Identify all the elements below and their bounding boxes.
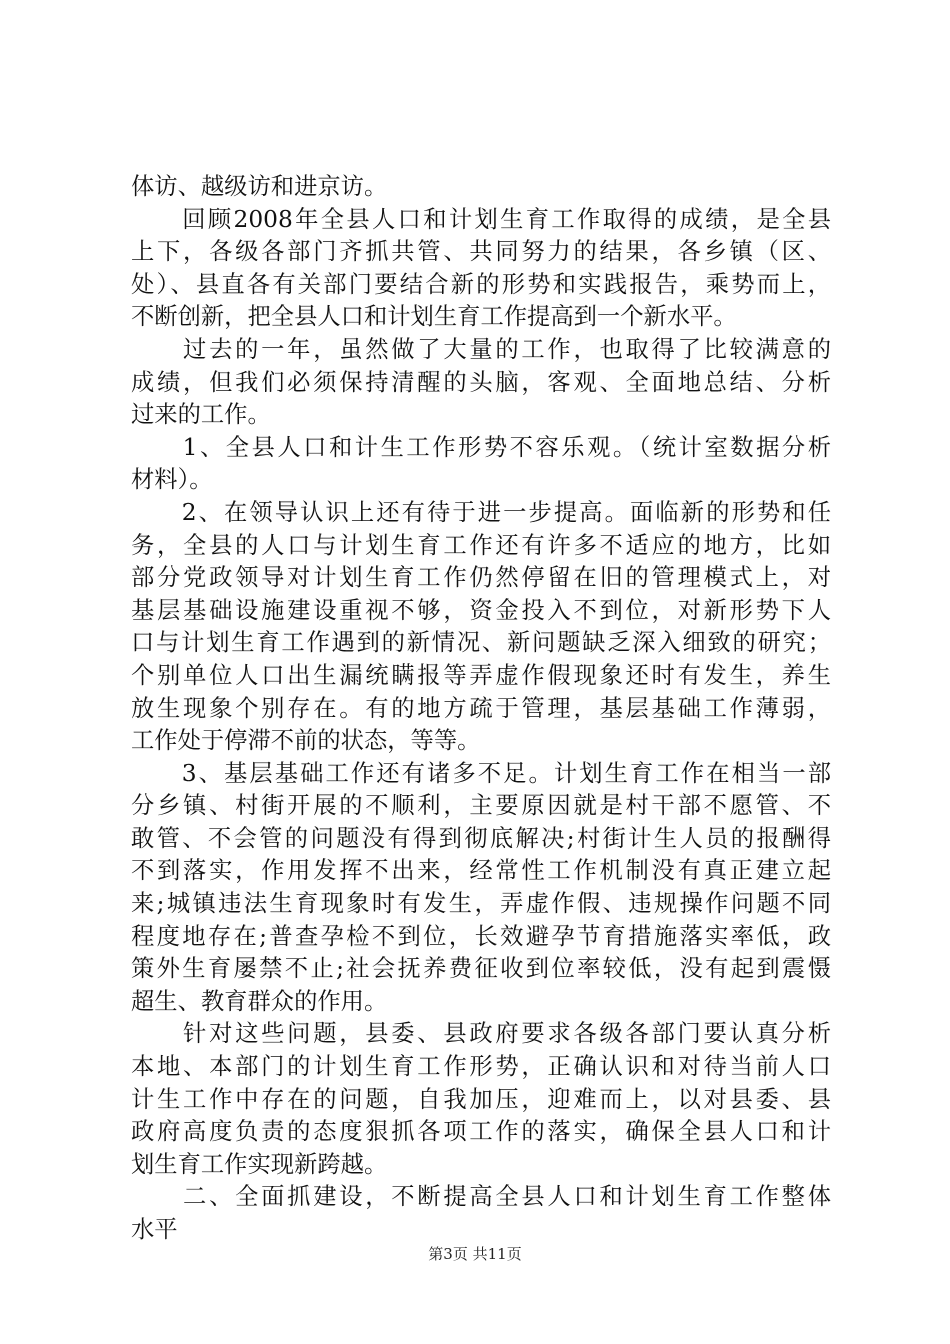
text-line: 务，全县的人口与计划生育工作还有许多不适应的地方，比如 bbox=[131, 531, 831, 559]
text-line: 处）、县直各有关部门要结合新的形势和实践报告，乘势而上， bbox=[131, 270, 831, 298]
text-line: 程度地存在;普查孕检不到位，长效避孕节育措施落实率低，政 bbox=[131, 922, 831, 950]
text-line: 材料）。 bbox=[131, 466, 213, 494]
text-line: 超生、教育群众的作用。 bbox=[131, 987, 388, 1015]
text-line: 本地、本部门的计划生育工作形势，正确认识和对待当前人口 bbox=[131, 1053, 831, 1081]
text-line: 成绩，但我们必须保持清醒的头脑，客观、全面地总结、分析 bbox=[131, 368, 831, 396]
text-line: 二、全面抓建设，不断提高全县人口和计划生育工作整体 bbox=[131, 1183, 831, 1211]
text-line: 放生现象个别存在。有的地方疏于管理，基层基础工作薄弱， bbox=[131, 694, 831, 722]
text-line: 基层基础设施建设重视不够，资金投入不到位，对新形势下人 bbox=[131, 596, 831, 624]
text-line: 回顾2008年全县人口和计划生育工作取得的成绩，是全县 bbox=[131, 205, 831, 233]
text-line: 策外生育屡禁不止;社会抚养费征收到位率较低，没有起到震慑 bbox=[131, 955, 831, 983]
text-line: 1、全县人口和计生工作形势不容乐观。（统计室数据分析 bbox=[131, 433, 831, 461]
text-line: 不断创新，把全县人口和计划生育工作提高到一个新水平。 bbox=[131, 303, 737, 331]
text-line: 过来的工作。 bbox=[131, 401, 271, 429]
text-line: 体访、越级访和进京访。 bbox=[131, 173, 388, 200]
document-body bbox=[131, 171, 831, 1247]
text-line: 部分党政领导对计划生育工作仍然停留在旧的管理模式上，对 bbox=[131, 564, 831, 592]
text-line: 政府高度负责的态度狠抓各项工作的落实，确保全县人口和计 bbox=[131, 1118, 831, 1146]
page-number-footer: 第3页 共11页 bbox=[428, 1245, 522, 1263]
text-line: 分乡镇、村街开展的不顺利，主要原因就是村干部不愿管、不 bbox=[131, 792, 831, 820]
text-line: 不到落实，作用发挥不出来，经常性工作机制没有真正建立起 bbox=[131, 857, 831, 885]
text-line: 计生工作中存在的问题，自我加压，迎难而上，以对县委、县 bbox=[131, 1085, 831, 1113]
text-line: 个别单位人口出生漏统瞒报等弄虚作假现象还时有发生，养生 bbox=[131, 661, 831, 689]
text-line: 划生育工作实现新跨越。 bbox=[131, 1150, 388, 1178]
text-line: 水平 bbox=[131, 1216, 178, 1243]
text-line: 上下，各级各部门齐抓共管、共同努力的结果，各乡镇（区、 bbox=[131, 238, 831, 266]
text-line: 来;城镇违法生育现象时有发生，弄虚作假、违规操作问题不同 bbox=[131, 890, 831, 918]
text-line: 敢管、不会管的问题没有得到彻底解决;村街计生人员的报酬得 bbox=[131, 824, 831, 852]
text-line: 口与计划生育工作遇到的新情况、新问题缺乏深入细致的研究； bbox=[131, 629, 831, 657]
text-line: 3、基层基础工作还有诸多不足。计划生育工作在相当一部 bbox=[131, 759, 831, 787]
text-line: 针对这些问题，县委、县政府要求各级各部门要认真分析 bbox=[131, 1020, 831, 1048]
text-line: 过去的一年，虽然做了大量的工作，也取得了比较满意的 bbox=[131, 335, 831, 363]
text-line: 2、在领导认识上还有待于进一步提高。面临新的形势和任 bbox=[131, 498, 831, 526]
text-line: 工作处于停滞不前的状态，等等。 bbox=[131, 727, 481, 755]
